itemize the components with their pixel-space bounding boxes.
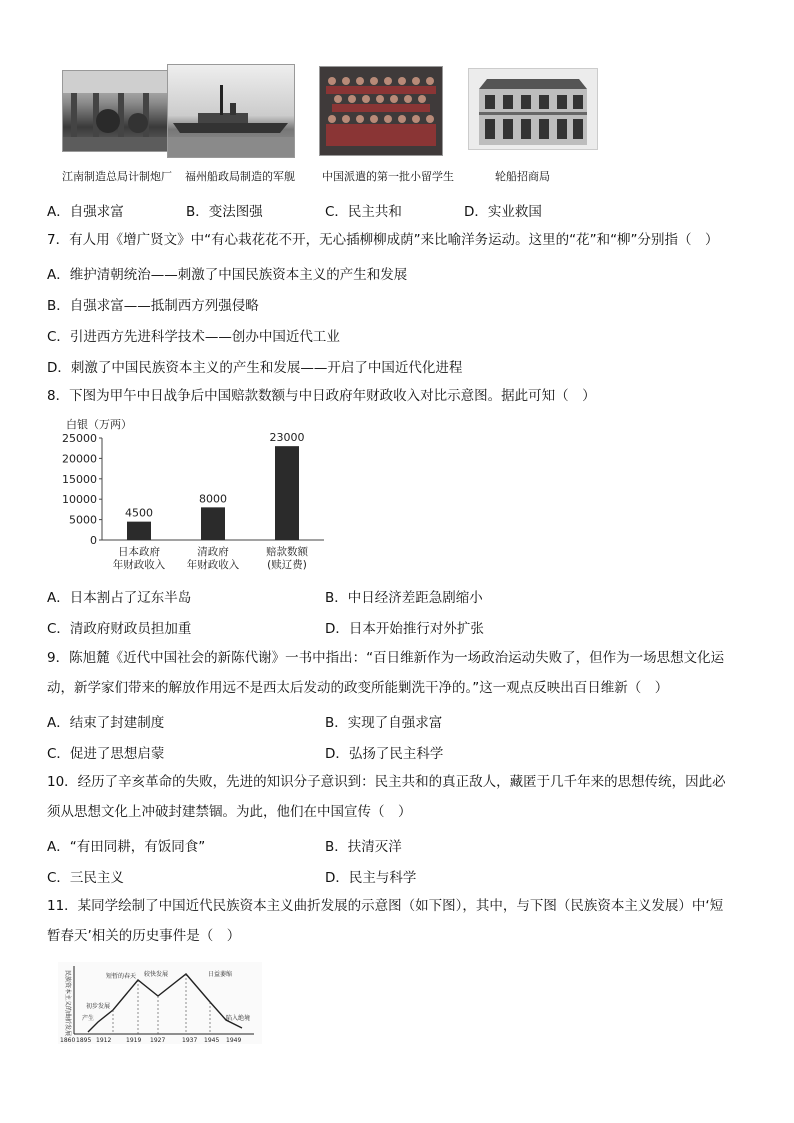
caption-fuzhou: 福州船政局制造的军舰: [185, 170, 295, 183]
chart-ylabel: 白银（万两）: [66, 418, 132, 431]
q7-stem: 7．有人用《增广贤文》中“有心栽花花不开，无心插柳柳成荫”来比喻洋务运动。这里的“花”和“柳”分别指（ ）: [47, 232, 719, 248]
building-image: [469, 69, 597, 149]
bar: [201, 507, 225, 540]
q10-option-a: A．“有田同耕，有饭同食”: [47, 839, 206, 855]
sketch-year: 1860: [60, 1037, 76, 1044]
y-tick-label: 25000: [62, 432, 97, 445]
y-tick-label: 20000: [62, 452, 97, 466]
photo-jiangnan-arsenal: [62, 70, 168, 152]
x-category-label: (赎辽费): [267, 559, 307, 571]
sketch-year: 1949: [226, 1037, 242, 1044]
x-category-label: 年财政收入: [112, 559, 166, 571]
q10-stem-line1: 10．经历了辛亥革命的失败，先进的知识分子意识到：民主共和的真正敌人，藏匿于几千年来的思想传统，因此必: [47, 774, 726, 790]
photo-merchants-steam: [468, 68, 598, 150]
q8-stem: 8．下图为甲午中日战争后中国赔款数额与中日政府年财政收入对比示意图。据此可知（ ）: [47, 388, 596, 404]
warship-image: [168, 65, 294, 157]
q11-stem-line1: 11．某同学绘制了中国近代民族资本主义曲折发展的示意图（如下图），其中，与下图（民族资本主义发展）中‘短: [47, 898, 724, 914]
caption-merchants: 轮船招商局: [495, 170, 550, 183]
sketch-year: 1937: [182, 1037, 198, 1044]
sketch-label-decline: 日益萎缩: [208, 971, 233, 978]
q8-option-a: A．日本割占了辽东半岛: [47, 590, 192, 606]
q6-option-a: A．自强求富: [47, 204, 124, 220]
y-tick-label: 5000: [69, 513, 97, 527]
q9-option-d: D．弘扬了民主科学: [325, 746, 444, 762]
indemnity-bar-chart: [62, 414, 332, 580]
sketch-label-initial: 初步发展: [86, 1003, 111, 1010]
sketch-label-desperate: 陷入绝境: [226, 1015, 251, 1022]
bar-value-label: 23000: [269, 431, 305, 445]
bar: [127, 522, 151, 540]
q8-option-c: C．清政府财政员担加重: [47, 621, 192, 637]
sketch-year: 1945: [204, 1037, 220, 1044]
bar: [275, 446, 299, 540]
factory-image: [63, 71, 167, 151]
q6-option-d: D．实业救国: [464, 204, 542, 220]
sketch-year: 1919: [126, 1037, 142, 1044]
q10-stem-line2: 须从思想文化上冲破封建禁锢。为此，他们在中国宣传（ ）: [47, 804, 412, 820]
q6-option-b: B．变法图强: [186, 204, 263, 220]
x-category-label: 日本政府: [118, 546, 160, 558]
y-tick-label: 0: [90, 534, 97, 547]
photo-child-students: [319, 66, 443, 156]
sketch-year: 1927: [150, 1037, 166, 1044]
q7-option-c: C．引进西方先进科学技术——创办中国近代工业: [47, 329, 340, 345]
q8-option-d: D．日本开始推行对外扩张: [325, 621, 484, 637]
caption-jiangnan: 江南制造总局计制炮厂: [62, 170, 172, 183]
q9-stem-line2: 动，新学家们带来的解放作用远不是西太后发动的政变所能剿洗干净的。”这一观点反映出百日维新（ ）: [47, 680, 669, 696]
q9-stem-line1: 9．陈旭麓《近代中国社会的新陈代谢》一书中指出：“百日维新作为一场政治运动失败了，但作为一场思想文化运: [47, 650, 725, 666]
q9-option-c: C．促进了思想启蒙: [47, 746, 165, 762]
capitalism-development-sketch: [58, 962, 262, 1044]
q9-option-b: B．实现了自强求富: [325, 715, 443, 731]
sketch-label-spring: 短暂的春天: [106, 973, 137, 980]
y-tick-label: 15000: [62, 472, 97, 486]
x-category-label: 清政府: [197, 546, 229, 558]
caption-students: 中国派遣的第一批小留学生: [322, 170, 454, 183]
photo-fuzhou-warship: [167, 64, 295, 158]
x-category-label: 赔款数额: [266, 546, 308, 558]
q7-option-d: D．刺激了中国民族资本主义的产生和发展——开启了中国近代化进程: [47, 360, 463, 376]
q10-option-c: C．三民主义: [47, 870, 124, 886]
q11-stem-line2: 暂春天’相关的历史事件是（ ）: [47, 928, 241, 944]
q7-option-b: B．自强求富——抵制西方列强侵略: [47, 298, 259, 314]
q8-option-b: B．中日经济差距急剧缩小: [325, 590, 483, 606]
q9-option-a: A．结束了封建制度: [47, 715, 165, 731]
x-category-label: 年财政收入: [186, 559, 240, 571]
sketch-label-rapid: 较快发展: [144, 971, 169, 978]
bar-value-label: 8000: [199, 492, 227, 506]
q10-option-b: B．扶清灭洋: [325, 839, 402, 855]
sketch-year: 1895: [76, 1037, 92, 1044]
sketch-year: 1912: [96, 1037, 112, 1044]
students-image: [320, 67, 442, 155]
q6-option-c: C．民主共和: [325, 204, 402, 220]
sketch-label-emergence: 产生: [82, 1015, 95, 1022]
bar-value-label: 4500: [125, 506, 153, 520]
sketch-ylabel: 民族资本主义的曲折发展: [64, 970, 71, 1037]
y-tick-label: 10000: [62, 493, 97, 507]
q7-option-a: A．维护清朝统治——刺激了中国民族资本主义的产生和发展: [47, 267, 408, 283]
q10-option-d: D．民主与科学: [325, 870, 417, 886]
